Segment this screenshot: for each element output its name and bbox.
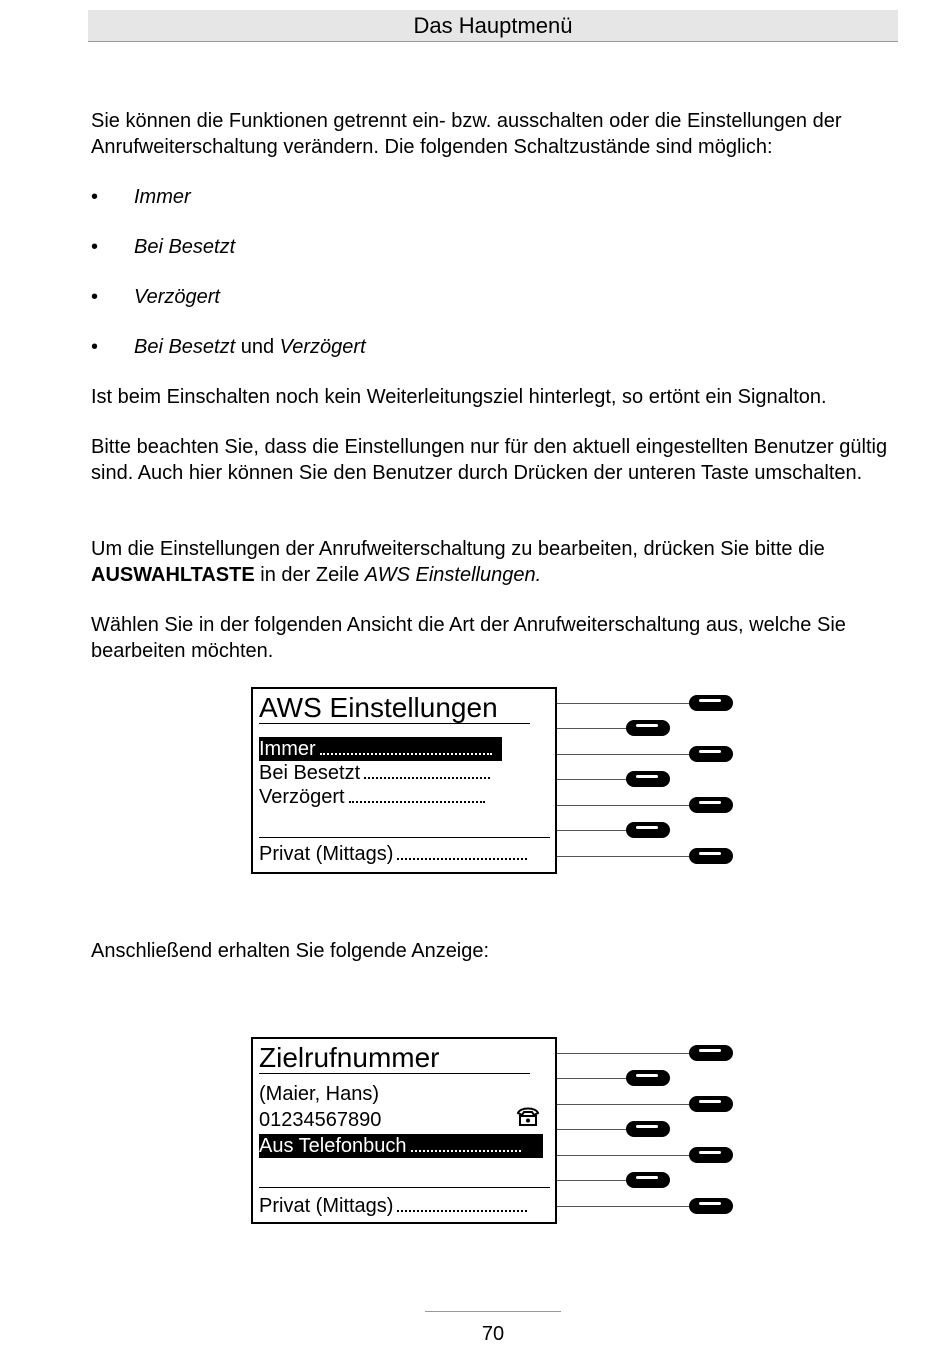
bullet-dot: • <box>91 186 99 208</box>
key-line <box>557 856 691 857</box>
softkey-button[interactable] <box>689 848 733 864</box>
softkey-button[interactable] <box>689 1198 733 1214</box>
intro-paragraph: Sie können die Funktionen getrennt ein- bzw. ausschalten oder die Einstellungen der Anrufweiterschaltung verändern. Die folgenden Schaltzustände sind möglich: <box>91 110 842 158</box>
display-title: Zielrufnummer <box>259 1042 440 1073</box>
key-line <box>557 1180 627 1181</box>
menu-item-bei-besetzt[interactable] <box>259 761 490 785</box>
softkey-button[interactable] <box>689 746 733 762</box>
dot-leader <box>397 858 527 860</box>
bottom-divider <box>259 837 550 838</box>
edit-paragraph <box>91 536 911 588</box>
dot-leader <box>320 753 492 755</box>
contact-name: (Maier, Hans) <box>259 1083 380 1105</box>
key-line <box>557 1129 627 1130</box>
title-divider <box>259 723 530 724</box>
key-line <box>557 1104 691 1105</box>
bullet-text-b: Verzögert <box>279 336 366 358</box>
user-paragraph: Bitte beachten Sie, dass die Einstellungen nur für den aktuell eingestellten Benutzer gültig sind. Auch hier können Sie den Benutzer durch Drücken der unteren Taste umschalten. <box>91 436 888 484</box>
softkey-button[interactable] <box>689 1147 733 1163</box>
dot-leader <box>364 777 490 779</box>
select-paragraph: Wählen Sie in der folgenden Ansicht die Art der Anrufweiterschaltung aus, welche Sie bearbeiten möchten. <box>91 614 846 662</box>
user-label: Privat (Mittags) <box>259 843 394 865</box>
key-line <box>557 1206 691 1207</box>
select-key-label: AUSWAHLTASTE <box>91 564 255 586</box>
menu-item-immer[interactable] <box>259 737 502 761</box>
user-switch-row[interactable] <box>259 1194 527 1218</box>
softkey-button[interactable] <box>626 720 670 736</box>
menu-item-label: Verzögert <box>259 786 345 808</box>
softkey-button[interactable] <box>689 1045 733 1061</box>
after-paragraph: Anschließend erhalten Sie folgende Anzeige: <box>91 940 490 962</box>
key-line <box>557 1155 691 1156</box>
menu-item-phonebook[interactable] <box>259 1134 543 1158</box>
dot-leader <box>349 801 485 803</box>
softkeys-display1 <box>557 687 757 874</box>
edit-text: Um die Einstellungen der Anrufweiterschaltung zu bearbeiten, drücken Sie bitte die <box>91 538 825 560</box>
softkey-button[interactable] <box>626 771 670 787</box>
signal-paragraph: Ist beim Einschalten noch kein Weiterleitungsziel hinterlegt, so ertönt ein Signalton. <box>91 386 827 408</box>
page-number: 70 <box>481 1323 505 1345</box>
key-line <box>557 703 691 704</box>
menu-item-label: Aus Telefonbuch <box>259 1135 407 1157</box>
key-line <box>557 1078 627 1079</box>
bullet-text: Verzögert <box>134 286 220 308</box>
bullet-dot: • <box>91 286 99 308</box>
key-line <box>557 779 627 780</box>
menu-item-verzoegert[interactable] <box>259 785 485 809</box>
softkey-button[interactable] <box>626 1070 670 1086</box>
key-line <box>557 754 691 755</box>
title-divider <box>259 1073 530 1074</box>
key-line <box>557 1053 691 1054</box>
dot-leader <box>397 1210 527 1212</box>
display-target-number <box>251 1037 557 1224</box>
softkey-button[interactable] <box>689 1096 733 1112</box>
softkey-button[interactable] <box>626 1172 670 1188</box>
bottom-divider <box>259 1187 550 1188</box>
key-line <box>557 805 691 806</box>
bullet-text: Immer <box>134 186 191 208</box>
user-label: Privat (Mittags) <box>259 1195 394 1217</box>
display-title: AWS Einstellungen <box>259 692 498 723</box>
edit-text-mid: in der Zeile <box>254 564 365 586</box>
softkey-button[interactable] <box>689 695 733 711</box>
bullet-text-a: Bei Besetzt <box>134 336 236 358</box>
user-switch-row[interactable] <box>259 842 527 866</box>
footer-divider <box>425 1311 561 1312</box>
bullet-dot: • <box>91 336 99 358</box>
key-line <box>557 728 627 729</box>
display-aws-settings <box>251 687 557 874</box>
softkey-button[interactable] <box>626 1121 670 1137</box>
key-line <box>557 830 627 831</box>
dot-leader <box>411 1150 521 1152</box>
menu-item-label: Immer <box>259 738 316 760</box>
softkey-button[interactable] <box>626 822 670 838</box>
softkey-button[interactable] <box>689 797 733 813</box>
header-title: Das Hauptmenü <box>413 13 573 38</box>
bullet-text-mid: und <box>235 336 280 358</box>
menu-item-label: Bei Besetzt <box>259 762 361 784</box>
page-header <box>88 10 898 42</box>
softkeys-display2 <box>557 1037 757 1224</box>
bullet-text: Bei Besetzt <box>134 236 236 258</box>
edit-line-name: AWS Einstellungen. <box>364 564 542 586</box>
phone-icon <box>515 1105 541 1133</box>
bullet-dot: • <box>91 236 99 258</box>
contact-number: 01234567890 <box>259 1109 382 1131</box>
